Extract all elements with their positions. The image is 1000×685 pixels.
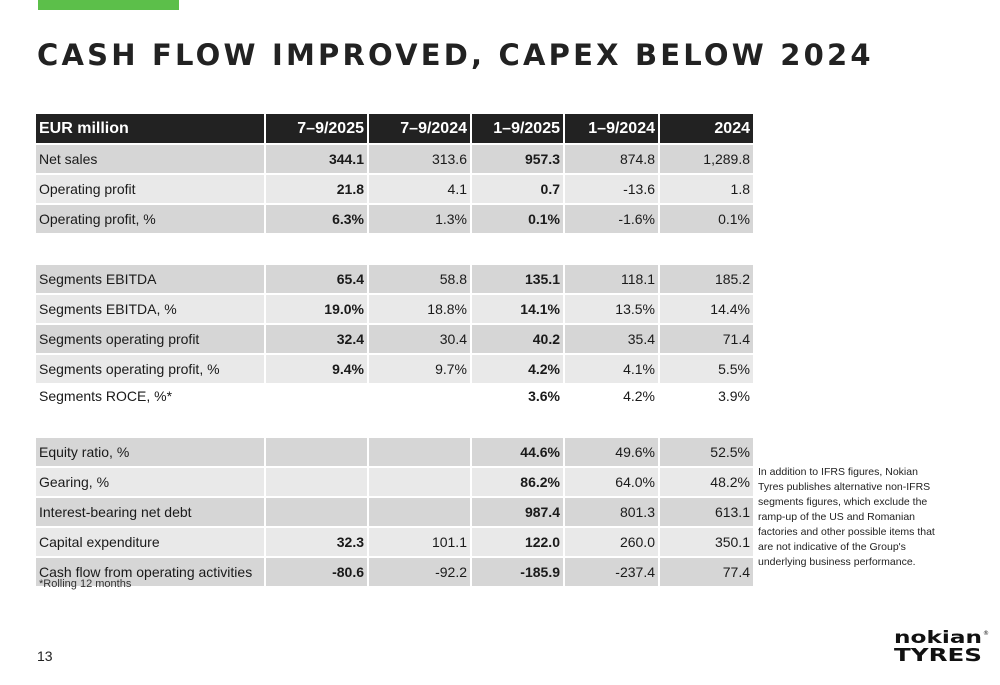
- cell-value: 35.4: [564, 324, 659, 354]
- cell-value: 874.8: [564, 144, 659, 174]
- cell-value: -92.2: [368, 557, 471, 587]
- header-fy-2024: 2024: [659, 114, 753, 144]
- cell-value: 48.2%: [659, 467, 753, 497]
- cell-value: 77.4: [659, 557, 753, 587]
- cell-value: 0.1%: [659, 204, 753, 234]
- cell-value: 0.7: [471, 174, 564, 204]
- header-q3-2025: 7–9/2025: [265, 114, 368, 144]
- cell-value: 13.5%: [564, 294, 659, 324]
- cell-value: 3.9%: [659, 384, 753, 407]
- cell-value: [368, 437, 471, 467]
- header-ytd-2025: 1–9/2025: [471, 114, 564, 144]
- cell-value: 4.2%: [471, 354, 564, 384]
- cell-value: 135.1: [471, 264, 564, 294]
- table-header-row: [36, 114, 753, 144]
- cell-value: 65.4: [265, 264, 368, 294]
- cell-value: 344.1: [265, 144, 368, 174]
- cell-value: [368, 497, 471, 527]
- financial-table: [36, 114, 753, 588]
- row-label: Segments EBITDA: [36, 264, 265, 294]
- side-note: In addition to IFRS figures, Nokian Tyres publishes alternative non-IFRS segments figures, which exclude the ramp-up of the US and Romanian factories and other possible items that are not indicative of the Group's underlying business performance.: [758, 466, 935, 568]
- cell-value: -237.4: [564, 557, 659, 587]
- table-row: [36, 174, 753, 204]
- header-ytd-2024: 1–9/2024: [564, 114, 659, 144]
- cell-value: 49.6%: [564, 437, 659, 467]
- cell-value: 64.0%: [564, 467, 659, 497]
- cell-value: 4.2%: [564, 384, 659, 407]
- row-label: Operating profit, %: [36, 204, 265, 234]
- footnote: *Rolling 12 months: [39, 578, 132, 590]
- header-eur-million: EUR million: [36, 114, 265, 144]
- table-row: [36, 324, 753, 354]
- row-label: Net sales: [36, 144, 265, 174]
- cell-value: 350.1: [659, 527, 753, 557]
- table-row: [36, 437, 753, 467]
- cell-value: 101.1: [368, 527, 471, 557]
- page-title: CASH FLOW IMPROVED, CAPEX BELOW 2024: [37, 38, 874, 72]
- row-label: Segments operating profit: [36, 324, 265, 354]
- cell-value: 52.5%: [659, 437, 753, 467]
- cell-value: 801.3: [564, 497, 659, 527]
- nokian-tyres-logo: [894, 628, 989, 664]
- table-row: [36, 354, 753, 384]
- cell-value: 185.2: [659, 264, 753, 294]
- cell-value: [265, 437, 368, 467]
- row-label: Segments EBITDA, %: [36, 294, 265, 324]
- cell-value: 613.1: [659, 497, 753, 527]
- cell-value: -185.9: [471, 557, 564, 587]
- logo-registered-mark: ®: [983, 630, 989, 637]
- cell-value: 58.8: [368, 264, 471, 294]
- page-number: 13: [37, 648, 53, 664]
- table-row: [36, 294, 753, 324]
- table-spacer: [36, 407, 753, 437]
- accent-bar: [38, 0, 179, 10]
- table-row: [36, 467, 753, 497]
- header-q3-2024: 7–9/2024: [368, 114, 471, 144]
- cell-value: 987.4: [471, 497, 564, 527]
- cell-value: 5.5%: [659, 354, 753, 384]
- cell-value: 9.4%: [265, 354, 368, 384]
- cell-value: 21.8: [265, 174, 368, 204]
- row-label: Interest-bearing net debt: [36, 497, 265, 527]
- cell-value: 40.2: [471, 324, 564, 354]
- table-row: [36, 497, 753, 527]
- table-row: [36, 204, 753, 234]
- cell-value: [368, 467, 471, 497]
- cell-value: 71.4: [659, 324, 753, 354]
- cell-value: 14.1%: [471, 294, 564, 324]
- cell-value: 44.6%: [471, 437, 564, 467]
- row-label: Cash flow from operating activities: [36, 557, 265, 587]
- cell-value: 1.8: [659, 174, 753, 204]
- cell-value: 957.3: [471, 144, 564, 174]
- cell-value: 86.2%: [471, 467, 564, 497]
- row-label: Gearing, %: [36, 467, 265, 497]
- cell-value: [265, 497, 368, 527]
- cell-value: 9.7%: [368, 354, 471, 384]
- cell-value: [265, 384, 368, 407]
- cell-value: 19.0%: [265, 294, 368, 324]
- table-row: [36, 527, 753, 557]
- table-row: [36, 384, 753, 407]
- cell-value: 18.8%: [368, 294, 471, 324]
- cell-value: 122.0: [471, 527, 564, 557]
- cell-value: [265, 467, 368, 497]
- cell-value: 4.1%: [564, 354, 659, 384]
- cell-value: 1.3%: [368, 204, 471, 234]
- table-row: [36, 557, 753, 587]
- row-label: Segments operating profit, %: [36, 354, 265, 384]
- cell-value: 1,289.8: [659, 144, 753, 174]
- cell-value: 32.3: [265, 527, 368, 557]
- cell-value: 32.4: [265, 324, 368, 354]
- cell-value: 6.3%: [265, 204, 368, 234]
- cell-value: 118.1: [564, 264, 659, 294]
- row-label: Segments ROCE, %*: [36, 384, 265, 407]
- logo-graphic: [894, 628, 989, 664]
- cell-value: 4.1: [368, 174, 471, 204]
- cell-value: [368, 384, 471, 407]
- cell-value: 30.4: [368, 324, 471, 354]
- cell-value: 313.6: [368, 144, 471, 174]
- row-label: Equity ratio, %: [36, 437, 265, 467]
- logo-brand-text: nokian: [894, 628, 982, 648]
- row-label: Capital expenditure: [36, 527, 265, 557]
- cell-value: -13.6: [564, 174, 659, 204]
- row-label: Operating profit: [36, 174, 265, 204]
- cell-value: -1.6%: [564, 204, 659, 234]
- table-row: [36, 144, 753, 174]
- cell-value: 0.1%: [471, 204, 564, 234]
- cell-value: 14.4%: [659, 294, 753, 324]
- logo-tyres-text: TYRES: [894, 645, 982, 664]
- table-row: [36, 264, 753, 294]
- table-spacer: [36, 234, 753, 264]
- cell-value: 260.0: [564, 527, 659, 557]
- cell-value: 3.6%: [471, 384, 564, 407]
- cell-value: -80.6: [265, 557, 368, 587]
